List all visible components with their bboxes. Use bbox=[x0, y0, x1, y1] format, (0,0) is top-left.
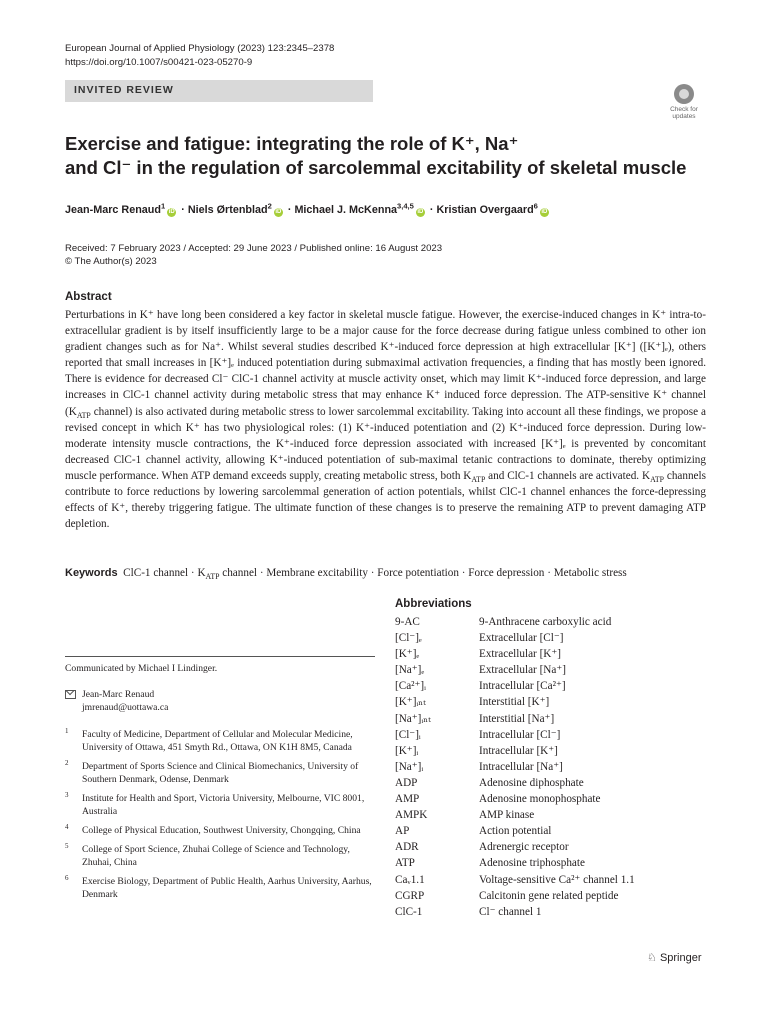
correspondence bbox=[65, 688, 168, 714]
abbreviation-term: ClC-1 bbox=[395, 905, 423, 918]
publisher-name: Springer bbox=[659, 952, 702, 964]
communicated-by: Communicated by Michael I Lindinger. bbox=[65, 663, 218, 674]
abbreviation-term: [Cl⁻]ᵢ bbox=[395, 728, 421, 741]
doi-link[interactable]: https://doi.org/10.1007/s00421-023-05270-9 bbox=[65, 57, 253, 68]
envelope-icon bbox=[65, 690, 76, 699]
affiliation-item bbox=[65, 760, 375, 786]
author-affiliation-number: 1 bbox=[161, 201, 166, 211]
abbreviation-row bbox=[395, 630, 635, 646]
abbreviation-row bbox=[395, 646, 635, 662]
abstract-body: Perturbations in K⁺ have long been considered a key factor in skeletal muscle fatigue. However, the exercise-induced changes in K⁺ intra-to-extracellular gradient is by itself insufficiently large to be a major cause for the force decrease during fatigue unless combined to other ion gradient changes such as for Na⁺. Whilst several studies described K⁺-induced force depression at high extracellular [K⁺] ([K⁺]ₑ), others reported that small increases in [K⁺]ₑ induced potentiation during submaximal activation frequencies, a finding that has mostly been ignored. There is evidence for decreased Cl⁻ ClC-1 channel activity at muscle activity onset, which may limit K⁺-induced force depression, and large increases in ClC-1 channel activity during metabolic stress that may enhance K⁺ induced force depression. The ATP-sensitive K⁺ channel ($K_{ATP}$ channel) is also activated during metabolic stress to lower sarcolemmal excitability. Taking into account all these findings, we propose a revised concept in which K⁺ has two physiological roles: (1) K⁺-induced potentiation and (2) K⁺-induced force depression. During low-moderate intensity muscle contractions, the K⁺-induced force depression associated with increased [K⁺]ₑ is prevented by concomitant decreased ClC-1 channel activity, allowing K⁺-induced potentiation of sub-maximal tetanic contractions to dominate, thereby optimizing muscle performance. When ATP demand exceeds supply, creating metabolic stress, both $K_{ATP}$ and ClC-1 channels are activated. $K_{ATP}$ channels contribute to force reductions by lowering sarcolemmal generation of action potentials, whilst ClC-1 channel enhances the force-depressing effects of K⁺, thereby triggering fatigue. The ultimate function of these changes is to preserve the remaining ATP to prevent damaging ATP depletion. bbox=[65, 309, 706, 531]
orcid-icon[interactable]: iD bbox=[275, 209, 282, 215]
abbreviation-term: ADP bbox=[395, 776, 418, 789]
abbreviation-row bbox=[395, 855, 635, 871]
affiliation-number: 3 bbox=[65, 791, 69, 799]
abbreviation-definition: Intracellular [Na⁺] bbox=[479, 760, 563, 773]
author-name: Michael J. McKenna bbox=[294, 204, 398, 216]
affiliation-number: 6 bbox=[65, 874, 69, 882]
abstract-heading: Abstract bbox=[65, 291, 112, 303]
author-affiliation-number: 3,4,5 bbox=[397, 201, 414, 211]
abbreviation-definition: Adenosine monophosphate bbox=[479, 793, 601, 806]
orcid-icon[interactable]: iD bbox=[168, 209, 175, 215]
affiliation-text: Faculty of Medicine, Department of Cellular and Molecular Medicine, University of Ottawa, 451 Smyth Rd., Ottawa, ON K1H 8M5, Canada bbox=[82, 729, 353, 753]
affiliation-text: Department of Sports Science and Clinical Biomechanics, University of Southern Denmark, Odense, Denmark bbox=[82, 761, 359, 785]
abbreviation-row bbox=[395, 807, 635, 823]
abbreviation-definition: Action potential bbox=[479, 825, 552, 838]
abbreviation-definition: Interstitial [K⁺] bbox=[479, 696, 550, 709]
check-for-updates-badge[interactable] bbox=[664, 82, 704, 122]
abbreviation-row bbox=[395, 614, 635, 630]
abbreviation-row bbox=[395, 839, 635, 855]
author-name: Kristian Overgaard bbox=[436, 204, 534, 216]
keywords bbox=[65, 567, 725, 582]
article-type-banner bbox=[65, 80, 373, 102]
copyright: © The Author(s) 2023 bbox=[65, 256, 157, 267]
abbreviation-term: AMP bbox=[395, 793, 420, 806]
abbreviation-term: [K⁺]ᵢₙₜ bbox=[395, 696, 426, 709]
affiliation-item bbox=[65, 728, 375, 754]
abbreviation-row bbox=[395, 904, 635, 920]
abbreviation-row bbox=[395, 888, 635, 904]
abbreviation-definition: Intracellular [K⁺] bbox=[479, 744, 558, 757]
abbreviation-definition: Adenosine triphosphate bbox=[479, 857, 585, 870]
abbreviation-row bbox=[395, 823, 635, 839]
abbreviation-term: [K⁺]ᵢ bbox=[395, 744, 419, 757]
orcid-icon[interactable]: iD bbox=[417, 209, 424, 215]
abbreviation-term: ADR bbox=[395, 841, 419, 854]
author-name: Jean-Marc Renaud bbox=[65, 204, 162, 216]
abbreviation-term: ATP bbox=[395, 857, 415, 870]
check-updates-label: Check for updates bbox=[670, 106, 698, 120]
abbreviations-list bbox=[395, 614, 635, 920]
affiliation-text: Institute for Health and Sport, Victoria University, Melbourne, VIC 8001, Australia bbox=[82, 793, 365, 817]
article-title bbox=[65, 132, 705, 180]
affiliation-item bbox=[65, 843, 375, 869]
abbreviation-term: [Na⁺]ᵢ bbox=[395, 760, 424, 773]
abbreviation-row bbox=[395, 775, 635, 791]
title-line-1: Exercise and fatigue: integrating the role of K⁺, Na⁺ bbox=[65, 133, 519, 154]
abbreviation-definition: Adenosine diphosphate bbox=[479, 776, 584, 789]
abbreviation-term: 9-AC bbox=[395, 616, 420, 628]
abbreviation-definition: Extracellular [Cl⁻] bbox=[479, 632, 564, 645]
author-name: Niels Ørtenblad bbox=[187, 204, 268, 216]
correspondence-name: Jean-Marc Renaud bbox=[82, 689, 155, 700]
check-updates-icon bbox=[674, 84, 694, 104]
abbreviation-row bbox=[395, 791, 635, 807]
abbreviation-term: [Cl⁻]ₑ bbox=[395, 632, 422, 645]
abbreviation-definition: Cl⁻ channel 1 bbox=[479, 905, 542, 918]
abbreviation-row bbox=[395, 727, 635, 743]
article-dates bbox=[65, 242, 442, 268]
affiliation-text: College of Physical Education, Southwest University, Chongqing, China bbox=[82, 825, 361, 836]
abbreviation-term: CGRP bbox=[395, 889, 425, 902]
abbreviation-definition: Intracellular [Ca²⁺] bbox=[479, 680, 566, 693]
history-dates: Received: 7 February 2023 / Accepted: 29 June 2023 / Published online: 16 August 2023 bbox=[65, 243, 443, 254]
abbreviation-definition: Interstitial [Na⁺] bbox=[479, 712, 555, 725]
publisher-logo bbox=[647, 951, 702, 964]
orcid-icon[interactable]: iD bbox=[541, 209, 548, 215]
correspondence-email[interactable]: jmrenaud@uottawa.ca bbox=[82, 702, 169, 713]
abbreviation-row bbox=[395, 678, 635, 694]
abbreviation-row bbox=[395, 662, 635, 678]
author-affiliation-number: 6 bbox=[533, 201, 538, 211]
affiliation-item bbox=[65, 824, 375, 837]
affiliation-item bbox=[65, 875, 375, 901]
abbreviation-definition: Voltage-sensitive Ca²⁺ channel 1.1 bbox=[479, 873, 635, 886]
abbreviations-heading: Abbreviations bbox=[395, 598, 472, 610]
abbreviation-term: [Na⁺]ₑ bbox=[395, 664, 425, 677]
abbreviation-definition: Adrenergic receptor bbox=[479, 841, 569, 854]
affiliation-number: 4 bbox=[65, 823, 69, 831]
abbreviation-row bbox=[395, 872, 635, 888]
affiliation-text: College of Sport Science, Zhuhai College of Science and Technology, Zhuhai, China bbox=[82, 844, 350, 868]
affiliation-text: Exercise Biology, Department of Public Health, Aarhus University, Aarhus, Denmark bbox=[82, 876, 372, 900]
author-affiliation-number: 2 bbox=[267, 201, 272, 211]
journal-header bbox=[65, 42, 334, 70]
abbreviation-term: Caᵥ1.1 bbox=[395, 873, 425, 886]
affiliation-item bbox=[65, 792, 375, 818]
article-type-label: INVITED REVIEW bbox=[74, 84, 174, 96]
abbreviation-definition: Intracellular [Cl⁻] bbox=[479, 728, 561, 741]
affiliation-number: 2 bbox=[65, 759, 69, 767]
affiliation-number: 5 bbox=[65, 842, 69, 850]
abbreviation-term: AP bbox=[395, 825, 410, 838]
abbreviation-row bbox=[395, 743, 635, 759]
abbreviation-row bbox=[395, 711, 635, 727]
abbreviation-row bbox=[395, 759, 635, 775]
abbreviation-definition: Extracellular [Na⁺] bbox=[479, 664, 566, 677]
abbreviation-term: [Ca²⁺]ᵢ bbox=[395, 680, 426, 693]
abbreviation-definition: AMP kinase bbox=[479, 809, 535, 822]
abbreviation-definition: 9-Anthracene carboxylic acid bbox=[479, 616, 612, 628]
abbreviation-term: [Na⁺]ᵢₙₜ bbox=[395, 712, 431, 725]
abbreviation-term: [K⁺]ₑ bbox=[395, 648, 420, 661]
title-line-2: and Cl⁻ in the regulation of sarcolemmal excitability of skeletal muscle bbox=[65, 157, 687, 178]
author-list: Jean-Marc Renaud$^1$iD · Niels Ørtenblad$^2$iD · Michael J. McKenna$^{3,4,5}$iD · Kristian Overgaard$^6$iD bbox=[65, 201, 548, 216]
keywords-label: Keywords bbox=[65, 567, 118, 579]
abbreviation-term: AMPK bbox=[395, 809, 428, 822]
abbreviation-row bbox=[395, 694, 635, 710]
abbreviation-definition: Calcitonin gene related peptide bbox=[479, 889, 619, 902]
journal-citation: European Journal of Applied Physiology (2023) 123:2345–2378 bbox=[65, 43, 335, 54]
affiliations bbox=[65, 728, 375, 907]
abbreviation-definition: Extracellular [K⁺] bbox=[479, 648, 561, 661]
footnote-divider bbox=[65, 656, 375, 657]
springer-horse-icon: ♘ bbox=[647, 952, 657, 964]
keywords-text: ClC-1 channel · $K_{ATP}$ channel · Membrane excitability · Force potentiation · Force depression · Metabolic stress bbox=[123, 567, 627, 582]
affiliation-number: 1 bbox=[65, 727, 69, 735]
